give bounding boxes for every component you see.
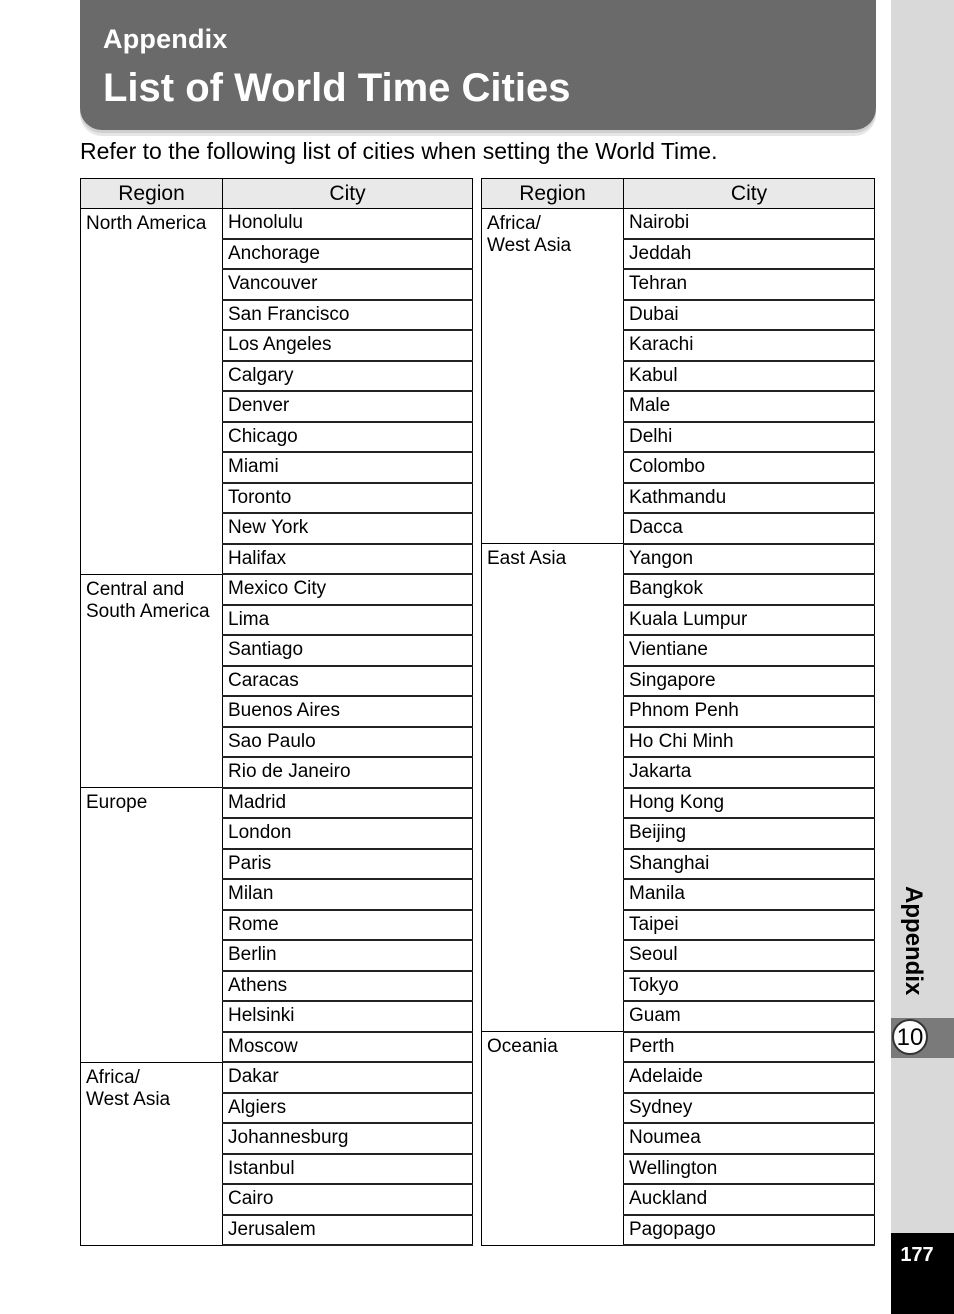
city-cell: Jeddah xyxy=(624,239,875,270)
city-cell: London xyxy=(223,818,473,849)
sidebar-section-label: Appendix xyxy=(900,886,927,996)
table-row xyxy=(81,209,473,239)
city-cell: Adelaide xyxy=(624,1062,875,1093)
city-cell: Rio de Janeiro xyxy=(223,757,473,788)
city-cell: Perth xyxy=(624,1032,875,1063)
city-header: City xyxy=(223,179,473,209)
city-cell: Milan xyxy=(223,879,473,910)
city-cell: Anchorage xyxy=(223,239,473,270)
city-cell: Singapore xyxy=(624,666,875,697)
city-cell: Mexico City xyxy=(223,574,473,605)
region-cell: Oceania xyxy=(482,1032,624,1246)
city-header: City xyxy=(624,179,875,209)
city-cell: Cairo xyxy=(223,1184,473,1215)
city-cell: Madrid xyxy=(223,788,473,819)
city-cell: Moscow xyxy=(223,1032,473,1063)
city-cell: Male xyxy=(624,391,875,422)
table-row xyxy=(81,788,473,819)
region-cell: Europe xyxy=(81,788,223,1063)
city-cell: Dacca xyxy=(624,513,875,544)
city-cell: Auckland xyxy=(624,1184,875,1215)
city-cell: Dakar xyxy=(223,1062,473,1093)
city-cell: Bangkok xyxy=(624,574,875,605)
city-cell: San Francisco xyxy=(223,300,473,331)
city-cell: Delhi xyxy=(624,422,875,453)
city-cell: Santiago xyxy=(223,635,473,666)
city-table-right xyxy=(481,178,875,1246)
city-cell: Los Angeles xyxy=(223,330,473,361)
city-cell: Istanbul xyxy=(223,1154,473,1185)
city-cell: Seoul xyxy=(624,940,875,971)
city-cell: Miami xyxy=(223,452,473,483)
city-cell: Tokyo xyxy=(624,971,875,1002)
city-cell: Honolulu xyxy=(223,209,473,239)
region-cell: Africa/ West Asia xyxy=(81,1062,223,1245)
city-cell: Chicago xyxy=(223,422,473,453)
city-cell: Ho Chi Minh xyxy=(624,727,875,758)
city-cell: Dubai xyxy=(624,300,875,331)
city-cell: Noumea xyxy=(624,1123,875,1154)
city-cell: Athens xyxy=(223,971,473,1002)
page-number: 177 xyxy=(900,1244,934,1266)
city-cell: Halifax xyxy=(223,544,473,575)
city-table-left xyxy=(80,178,473,1246)
intro-text: Refer to the following list of cities when setting the World Time. xyxy=(80,138,718,164)
city-cell: Toronto xyxy=(223,483,473,514)
city-cell: Rome xyxy=(223,910,473,941)
city-cell: Jakarta xyxy=(624,757,875,788)
region-cell: Africa/ West Asia xyxy=(482,209,624,544)
city-cell: Karachi xyxy=(624,330,875,361)
city-cell: Berlin xyxy=(223,940,473,971)
city-cell: Buenos Aires xyxy=(223,696,473,727)
city-cell: Shanghai xyxy=(624,849,875,880)
city-cell: Manila xyxy=(624,879,875,910)
city-cell: Wellington xyxy=(624,1154,875,1185)
city-cell: Nairobi xyxy=(624,209,875,239)
table-row xyxy=(81,1062,473,1093)
city-cell: Calgary xyxy=(223,361,473,392)
city-cell: Caracas xyxy=(223,666,473,697)
city-cell: Kuala Lumpur xyxy=(624,605,875,636)
city-cell: Phnom Penh xyxy=(624,696,875,727)
city-cell: Tehran xyxy=(624,269,875,300)
table-row xyxy=(482,544,875,575)
table-header-row xyxy=(482,179,875,209)
section-label: Appendix xyxy=(103,24,228,54)
region-cell: North America xyxy=(81,209,223,575)
table-header-row xyxy=(81,179,473,209)
city-cell: Guam xyxy=(624,1001,875,1032)
city-cell: Pagopago xyxy=(624,1215,875,1246)
page-title: List of World Time Cities xyxy=(103,66,571,110)
city-cell: Yangon xyxy=(624,544,875,575)
region-header: Region xyxy=(482,179,624,209)
city-cell: Vientiane xyxy=(624,635,875,666)
city-cell: New York xyxy=(223,513,473,544)
region-cell: Central and South America xyxy=(81,574,223,788)
header-banner xyxy=(80,0,876,130)
city-cell: Beijing xyxy=(624,818,875,849)
city-cell: Sydney xyxy=(624,1093,875,1124)
city-cell: Colombo xyxy=(624,452,875,483)
city-cell: Hong Kong xyxy=(624,788,875,819)
region-cell: East Asia xyxy=(482,544,624,1032)
city-cell: Lima xyxy=(223,605,473,636)
city-cell: Helsinki xyxy=(223,1001,473,1032)
city-cell: Taipei xyxy=(624,910,875,941)
table-row xyxy=(482,209,875,239)
chapter-number: 10 xyxy=(892,1019,928,1055)
city-cell: Jerusalem xyxy=(223,1215,473,1246)
city-cell: Sao Paulo xyxy=(223,727,473,758)
sidebar xyxy=(891,0,954,1314)
city-cell: Kabul xyxy=(624,361,875,392)
region-header: Region xyxy=(81,179,223,209)
city-cell: Vancouver xyxy=(223,269,473,300)
city-cell: Johannesburg xyxy=(223,1123,473,1154)
city-cell: Denver xyxy=(223,391,473,422)
city-cell: Algiers xyxy=(223,1093,473,1124)
table-row xyxy=(482,1032,875,1063)
city-cell: Kathmandu xyxy=(624,483,875,514)
table-row xyxy=(81,574,473,605)
city-cell: Paris xyxy=(223,849,473,880)
